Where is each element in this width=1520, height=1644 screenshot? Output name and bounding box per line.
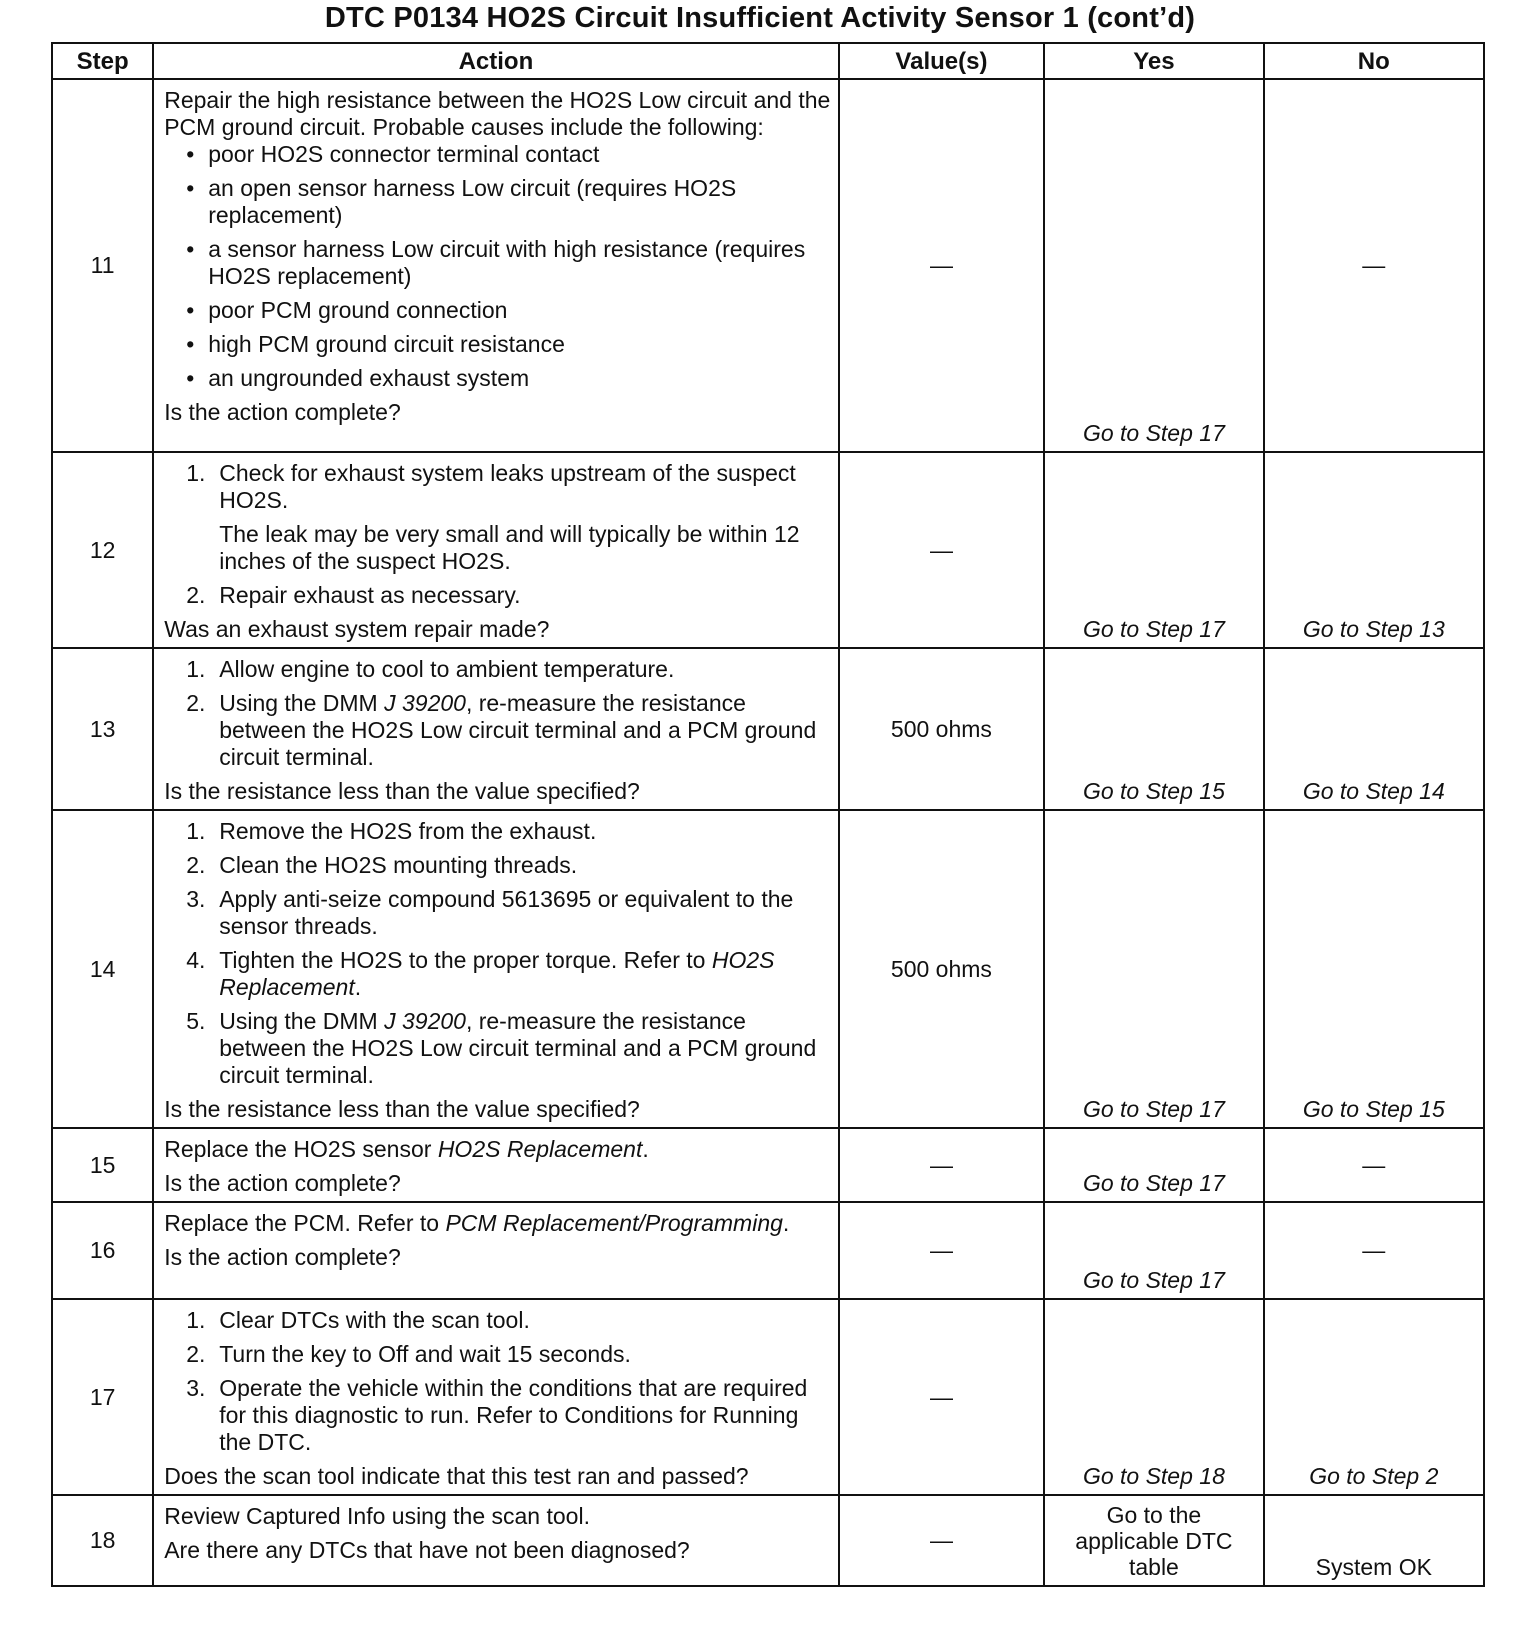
value-cell: 500 ohms xyxy=(839,810,1045,1128)
list-item: 5. Using the DMM J 39200, re-measure the resistance between the HO2S Low circuit terminal and a PCM ground circuit terminal. xyxy=(186,1008,817,1088)
instruction-list xyxy=(164,656,831,771)
no-cell: Go to Step 15 xyxy=(1264,810,1484,1128)
yes-cell: Go to Step 17 xyxy=(1044,1202,1263,1299)
list-item: 1. Check for exhaust system leaks upstream of the suspect HO2S. The leak may be very small and will typically be within 12 inches of the suspect HO2S. xyxy=(186,460,831,575)
list-item: • a sensor harness Low circuit with high resistance (requires HO2S replacement) xyxy=(186,236,831,290)
list-item-note: The leak may be very small and will typically be within 12 inches of the suspect HO2S. xyxy=(219,521,800,574)
table-row-step-18 xyxy=(52,1495,1484,1586)
list-item: 3. Apply anti-seize compound 5613695 or equivalent to the sensor threads. xyxy=(186,886,794,939)
instruction-list xyxy=(164,818,831,1089)
action-cell xyxy=(153,1128,838,1202)
tool-reference: J 39200 xyxy=(384,690,466,716)
action-cell xyxy=(153,648,838,810)
action-cell xyxy=(153,452,838,648)
table-row-step-11 xyxy=(52,79,1484,452)
table-header-row xyxy=(52,43,1484,79)
list-item: 2. Turn the key to Off and wait 15 seconds. xyxy=(186,1341,631,1367)
action-question: Is the resistance less than the value specified? xyxy=(164,778,640,804)
step-number: 13 xyxy=(52,648,153,810)
list-item: 4. Tighten the HO2S to the proper torque. Refer to HO2S Replacement. xyxy=(186,947,775,1000)
list-item: 1. Remove the HO2S from the exhaust. xyxy=(186,818,597,844)
yes-cell: Go to Step 17 xyxy=(1044,1128,1263,1202)
action-question: Is the action complete? xyxy=(164,1170,401,1196)
action-cell xyxy=(153,1299,838,1495)
list-item: • poor PCM ground connection xyxy=(186,297,831,324)
step-number: 16 xyxy=(52,1202,153,1299)
table-row-step-15 xyxy=(52,1128,1484,1202)
no-cell: Go to Step 2 xyxy=(1264,1299,1484,1495)
no-cell: — xyxy=(1264,79,1484,452)
step-number: 15 xyxy=(52,1128,153,1202)
diagnostic-table xyxy=(51,42,1485,1587)
table-row-step-12 xyxy=(52,452,1484,648)
step-number: 14 xyxy=(52,810,153,1128)
page-title: DTC P0134 HO2S Circuit Insufficient Activity Sensor 1 (cont’d) xyxy=(324,2,1196,34)
action-intro: Repair the high resistance between the HO2S Low circuit and the PCM ground circuit. Probable causes include the following: xyxy=(164,87,831,140)
action-cell xyxy=(153,79,838,452)
document-reference: HO2S Replacement xyxy=(219,947,775,1000)
action-question: Does the scan tool indicate that this test ran and passed? xyxy=(164,1463,749,1489)
no-cell: — xyxy=(1264,1128,1484,1202)
value-cell: — xyxy=(839,1202,1045,1299)
no-cell: System OK xyxy=(1264,1495,1484,1586)
yes-cell: Go to Step 17 xyxy=(1044,810,1263,1128)
action-text: Review Captured Info using the scan tool. xyxy=(164,1503,590,1529)
no-cell: — xyxy=(1264,1202,1484,1299)
action-text: Replace the PCM. Refer to PCM Replacement/Programming. xyxy=(164,1210,790,1236)
value-cell: — xyxy=(839,452,1045,648)
no-cell: Go to Step 14 xyxy=(1264,648,1484,810)
action-text: Replace the HO2S sensor HO2S Replacement. xyxy=(164,1136,649,1162)
list-item: 2. Repair exhaust as necessary. xyxy=(186,582,521,608)
value-cell: — xyxy=(839,1299,1045,1495)
instruction-list xyxy=(164,460,831,609)
action-cell xyxy=(153,810,838,1128)
action-question: Was an exhaust system repair made? xyxy=(164,616,550,642)
yes-cell: Go to the applicable DTC table xyxy=(1044,1495,1263,1586)
yes-cell: Go to Step 15 xyxy=(1044,648,1263,810)
value-cell: 500 ohms xyxy=(839,648,1045,810)
action-cell xyxy=(153,1495,838,1586)
step-number: 17 xyxy=(52,1299,153,1495)
action-cell xyxy=(153,1202,838,1299)
yes-cell: Go to Step 17 xyxy=(1044,79,1263,452)
column-header-no: No xyxy=(1264,43,1484,79)
document-reference: HO2S Replacement xyxy=(437,1136,643,1162)
action-question: Is the action complete? xyxy=(164,1244,401,1270)
no-cell: Go to Step 13 xyxy=(1264,452,1484,648)
list-item: • poor HO2S connector terminal contact xyxy=(186,141,831,168)
action-question: Are there any DTCs that have not been diagnosed? xyxy=(164,1537,690,1563)
action-question: Is the resistance less than the value specified? xyxy=(164,1096,640,1122)
column-header-action: Action xyxy=(153,43,838,79)
column-header-step: Step xyxy=(52,43,153,79)
action-question: Is the action complete? xyxy=(164,399,401,425)
list-item: • an open sensor harness Low circuit (requires HO2S replacement) xyxy=(186,175,831,229)
table-row-step-16 xyxy=(52,1202,1484,1299)
yes-cell: Go to Step 17 xyxy=(1044,452,1263,648)
tool-reference: J 39200 xyxy=(384,1008,466,1034)
column-header-values: Value(s) xyxy=(839,43,1045,79)
column-header-yes: Yes xyxy=(1044,43,1263,79)
list-item: • high PCM ground circuit resistance xyxy=(186,331,831,358)
table-row-step-13 xyxy=(52,648,1484,810)
value-cell: — xyxy=(839,1128,1045,1202)
list-item: 2. Clean the HO2S mounting threads. xyxy=(186,852,578,878)
list-item: • an ungrounded exhaust system xyxy=(186,365,831,392)
list-item: 3. Operate the vehicle within the conditions that are required for this diagnostic to run. Refer to Conditions for Running the DTC. xyxy=(186,1375,808,1455)
yes-cell: Go to Step 18 xyxy=(1044,1299,1263,1495)
step-number: 12 xyxy=(52,452,153,648)
step-number: 11 xyxy=(52,79,153,452)
list-item: 1. Allow engine to cool to ambient temperature. xyxy=(186,656,675,682)
list-item: 2. Using the DMM J 39200, re-measure the resistance between the HO2S Low circuit terminal and a PCM ground circuit terminal. xyxy=(186,690,817,770)
document-reference: PCM Replacement/Programming xyxy=(445,1210,783,1236)
value-cell: — xyxy=(839,1495,1045,1586)
instruction-list xyxy=(164,1307,831,1456)
table-row-step-14 xyxy=(52,810,1484,1128)
step-number: 18 xyxy=(52,1495,153,1586)
value-cell: — xyxy=(839,79,1045,452)
table-row-step-17 xyxy=(52,1299,1484,1495)
cause-list xyxy=(164,141,831,392)
list-item: 1. Clear DTCs with the scan tool. xyxy=(186,1307,530,1333)
